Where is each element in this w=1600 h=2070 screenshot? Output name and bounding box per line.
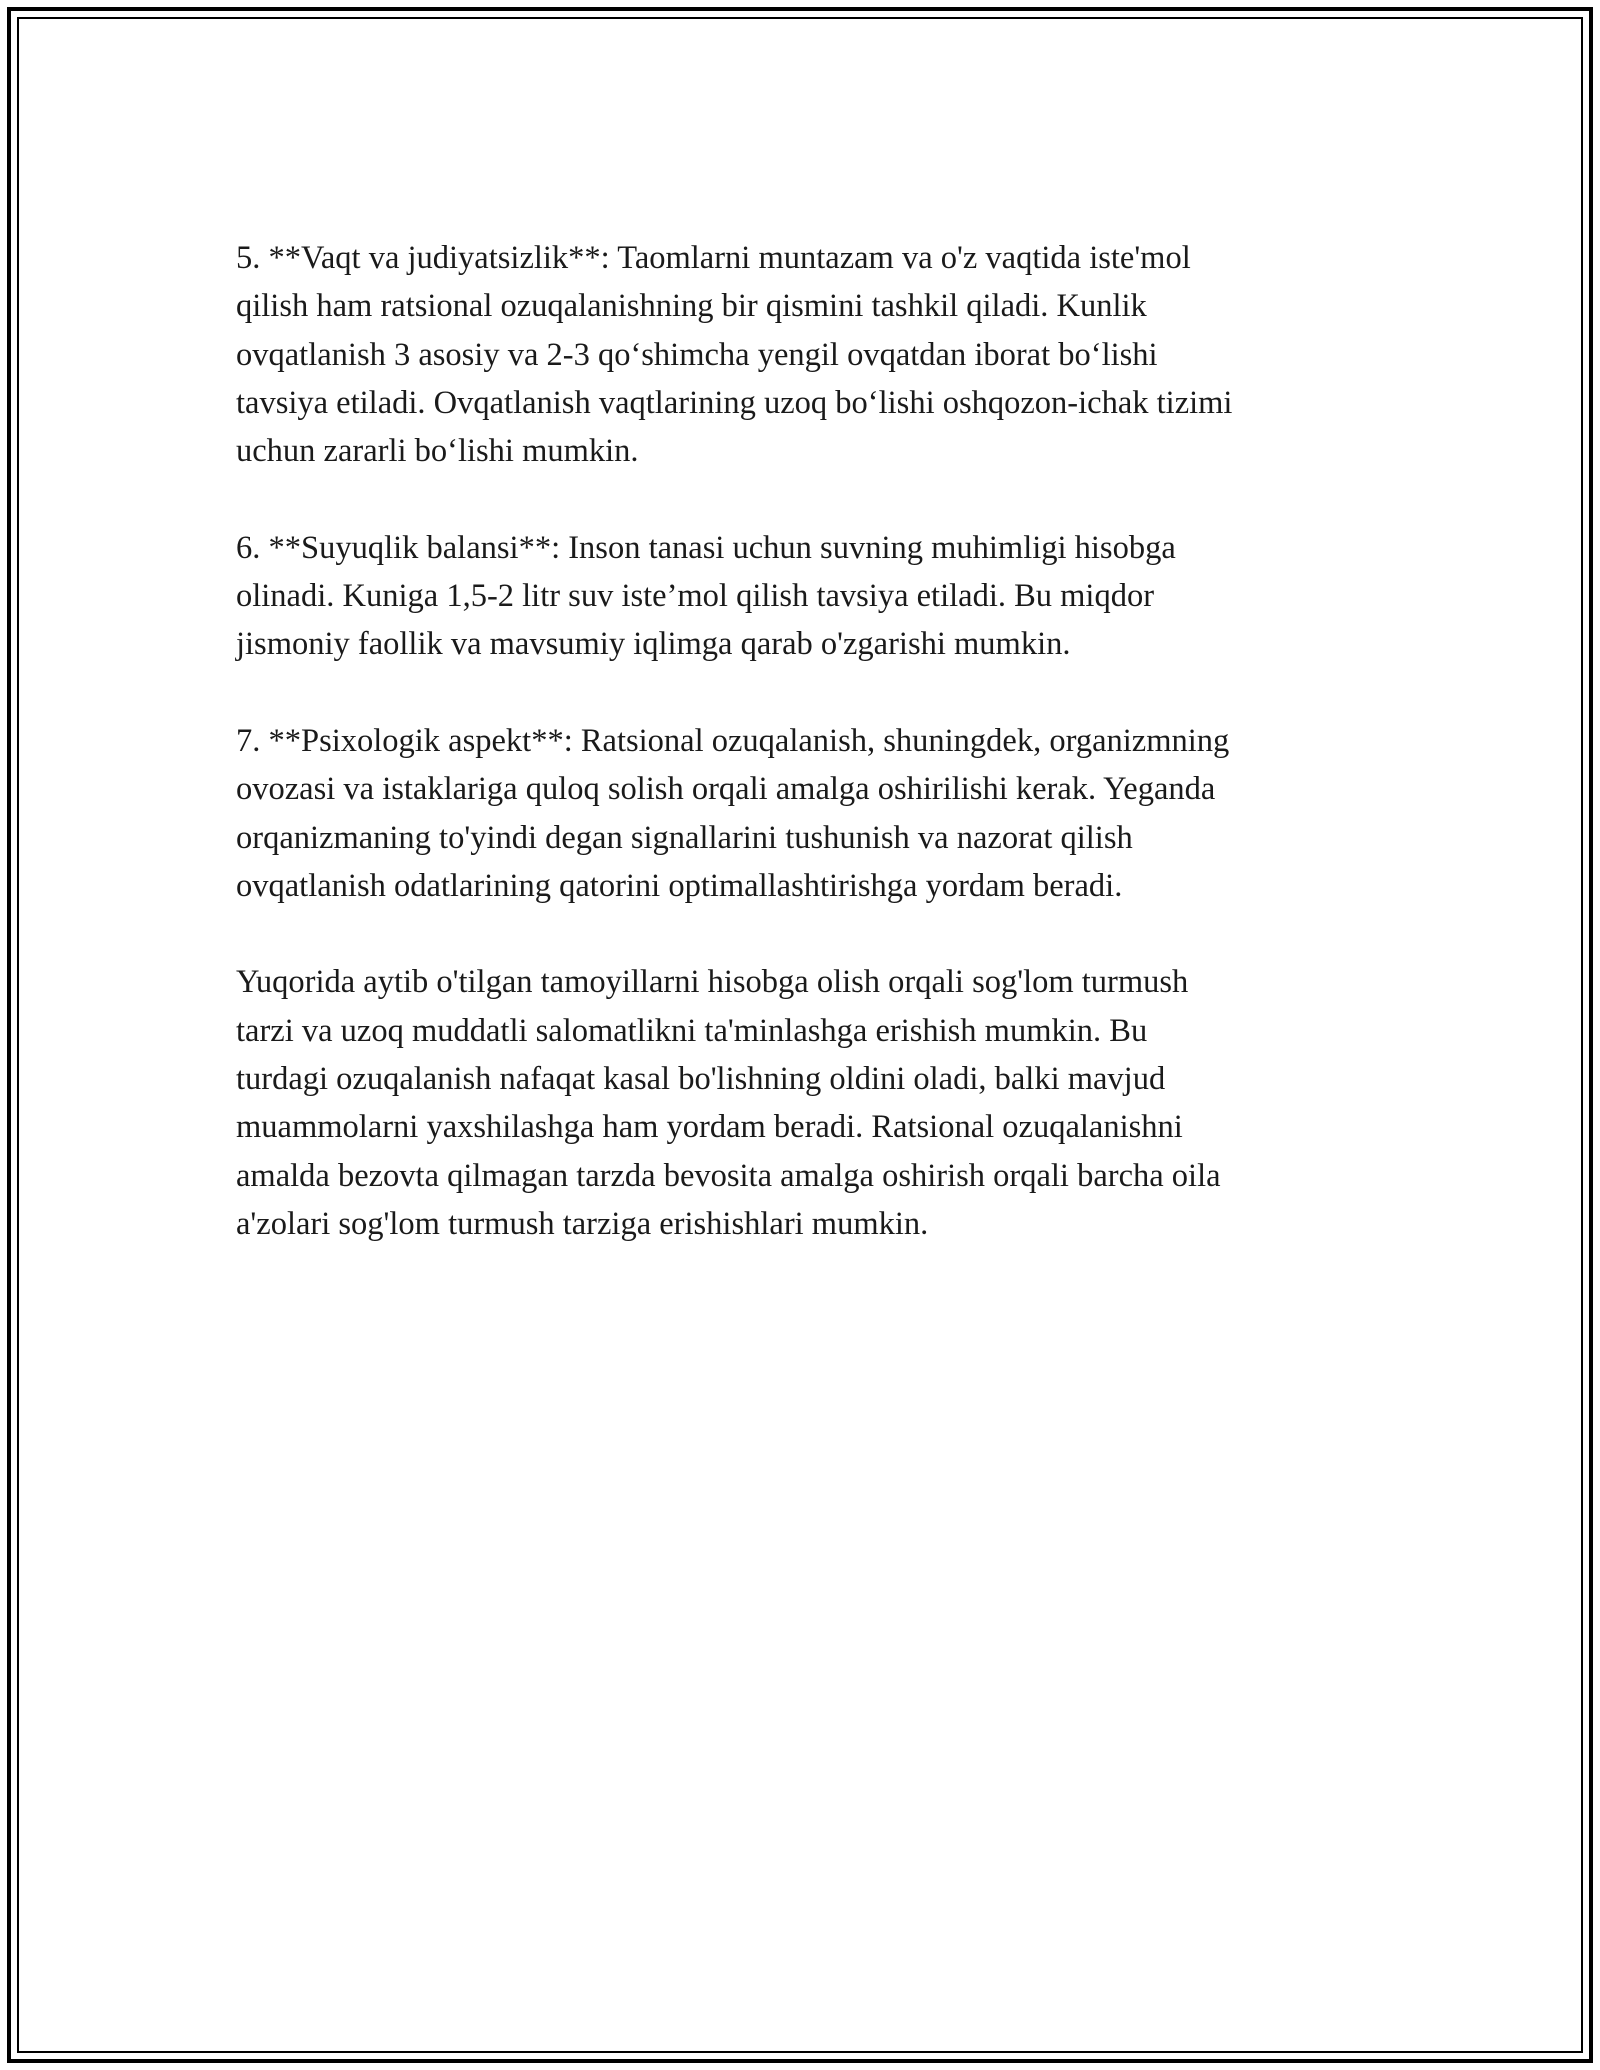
paragraph-timing: 5. **Vaqt va judiyatsizlik**: Taomlarni muntazam va o'z vaqtida iste'mol qilish ham ratsional ozuqalanishning bir qismini tashkil qiladi. Kunlik ovqatlanish 3 asosiy va 2-3 qo‘shimcha yengil ovqatdan iborat bo‘lishi tavsiya etiladi. Ovqatlanish vaqtlarining uzoq bo‘lishi oshqozon-ichak tizimi uchun zararli bo‘lishi mumkin. [236, 240, 1233, 470]
document-body [236, 234, 1376, 1297]
paragraph-fluid-balance: 6. **Suyuqlik balansi**: Inson tanasi uchun suvning muhimligi hisobga olinadi. Kuniga 1,5-2 litr suv iste’mol qilish tavsiya etiladi. Bu miqdor jismoniy faollik va mavsumiy iqlimga qarab o'zgarishi mumkin. [236, 529, 1176, 663]
paragraph-conclusion: Yuqorida aytib o'tilgan tamoyillarni hisobga olish orqali sog'lom turmush tarzi va uzoq muddatli salomatlikni ta'minlashga erishish mumkin. Bu turdagi ozuqalanish nafaqat kasal bo'lishning oldini oladi, balki mavjud muammolarni yaxshilashga ham yordam beradi. Ratsional ozuqalanishni amalda bezovta qilmagan tarzda bevosita amalga oshirish orqali barcha oila a'zolari sog'lom turmush tarziga erishishlari mumkin. [236, 964, 1221, 1242]
paragraph-psychological-aspect: 7. **Psixologik aspekt**: Ratsional ozuqalanish, shuningdek, organizmning ovozasi va istaklariga quloq solish orqali amalga oshirilishi kerak. Yeganda orqanizmaning to'yindi degan signallarini tushunish va nazorat qilish ovqatlanish odatlarining qatorini optimallashtirishga yordam beradi. [236, 722, 1230, 904]
